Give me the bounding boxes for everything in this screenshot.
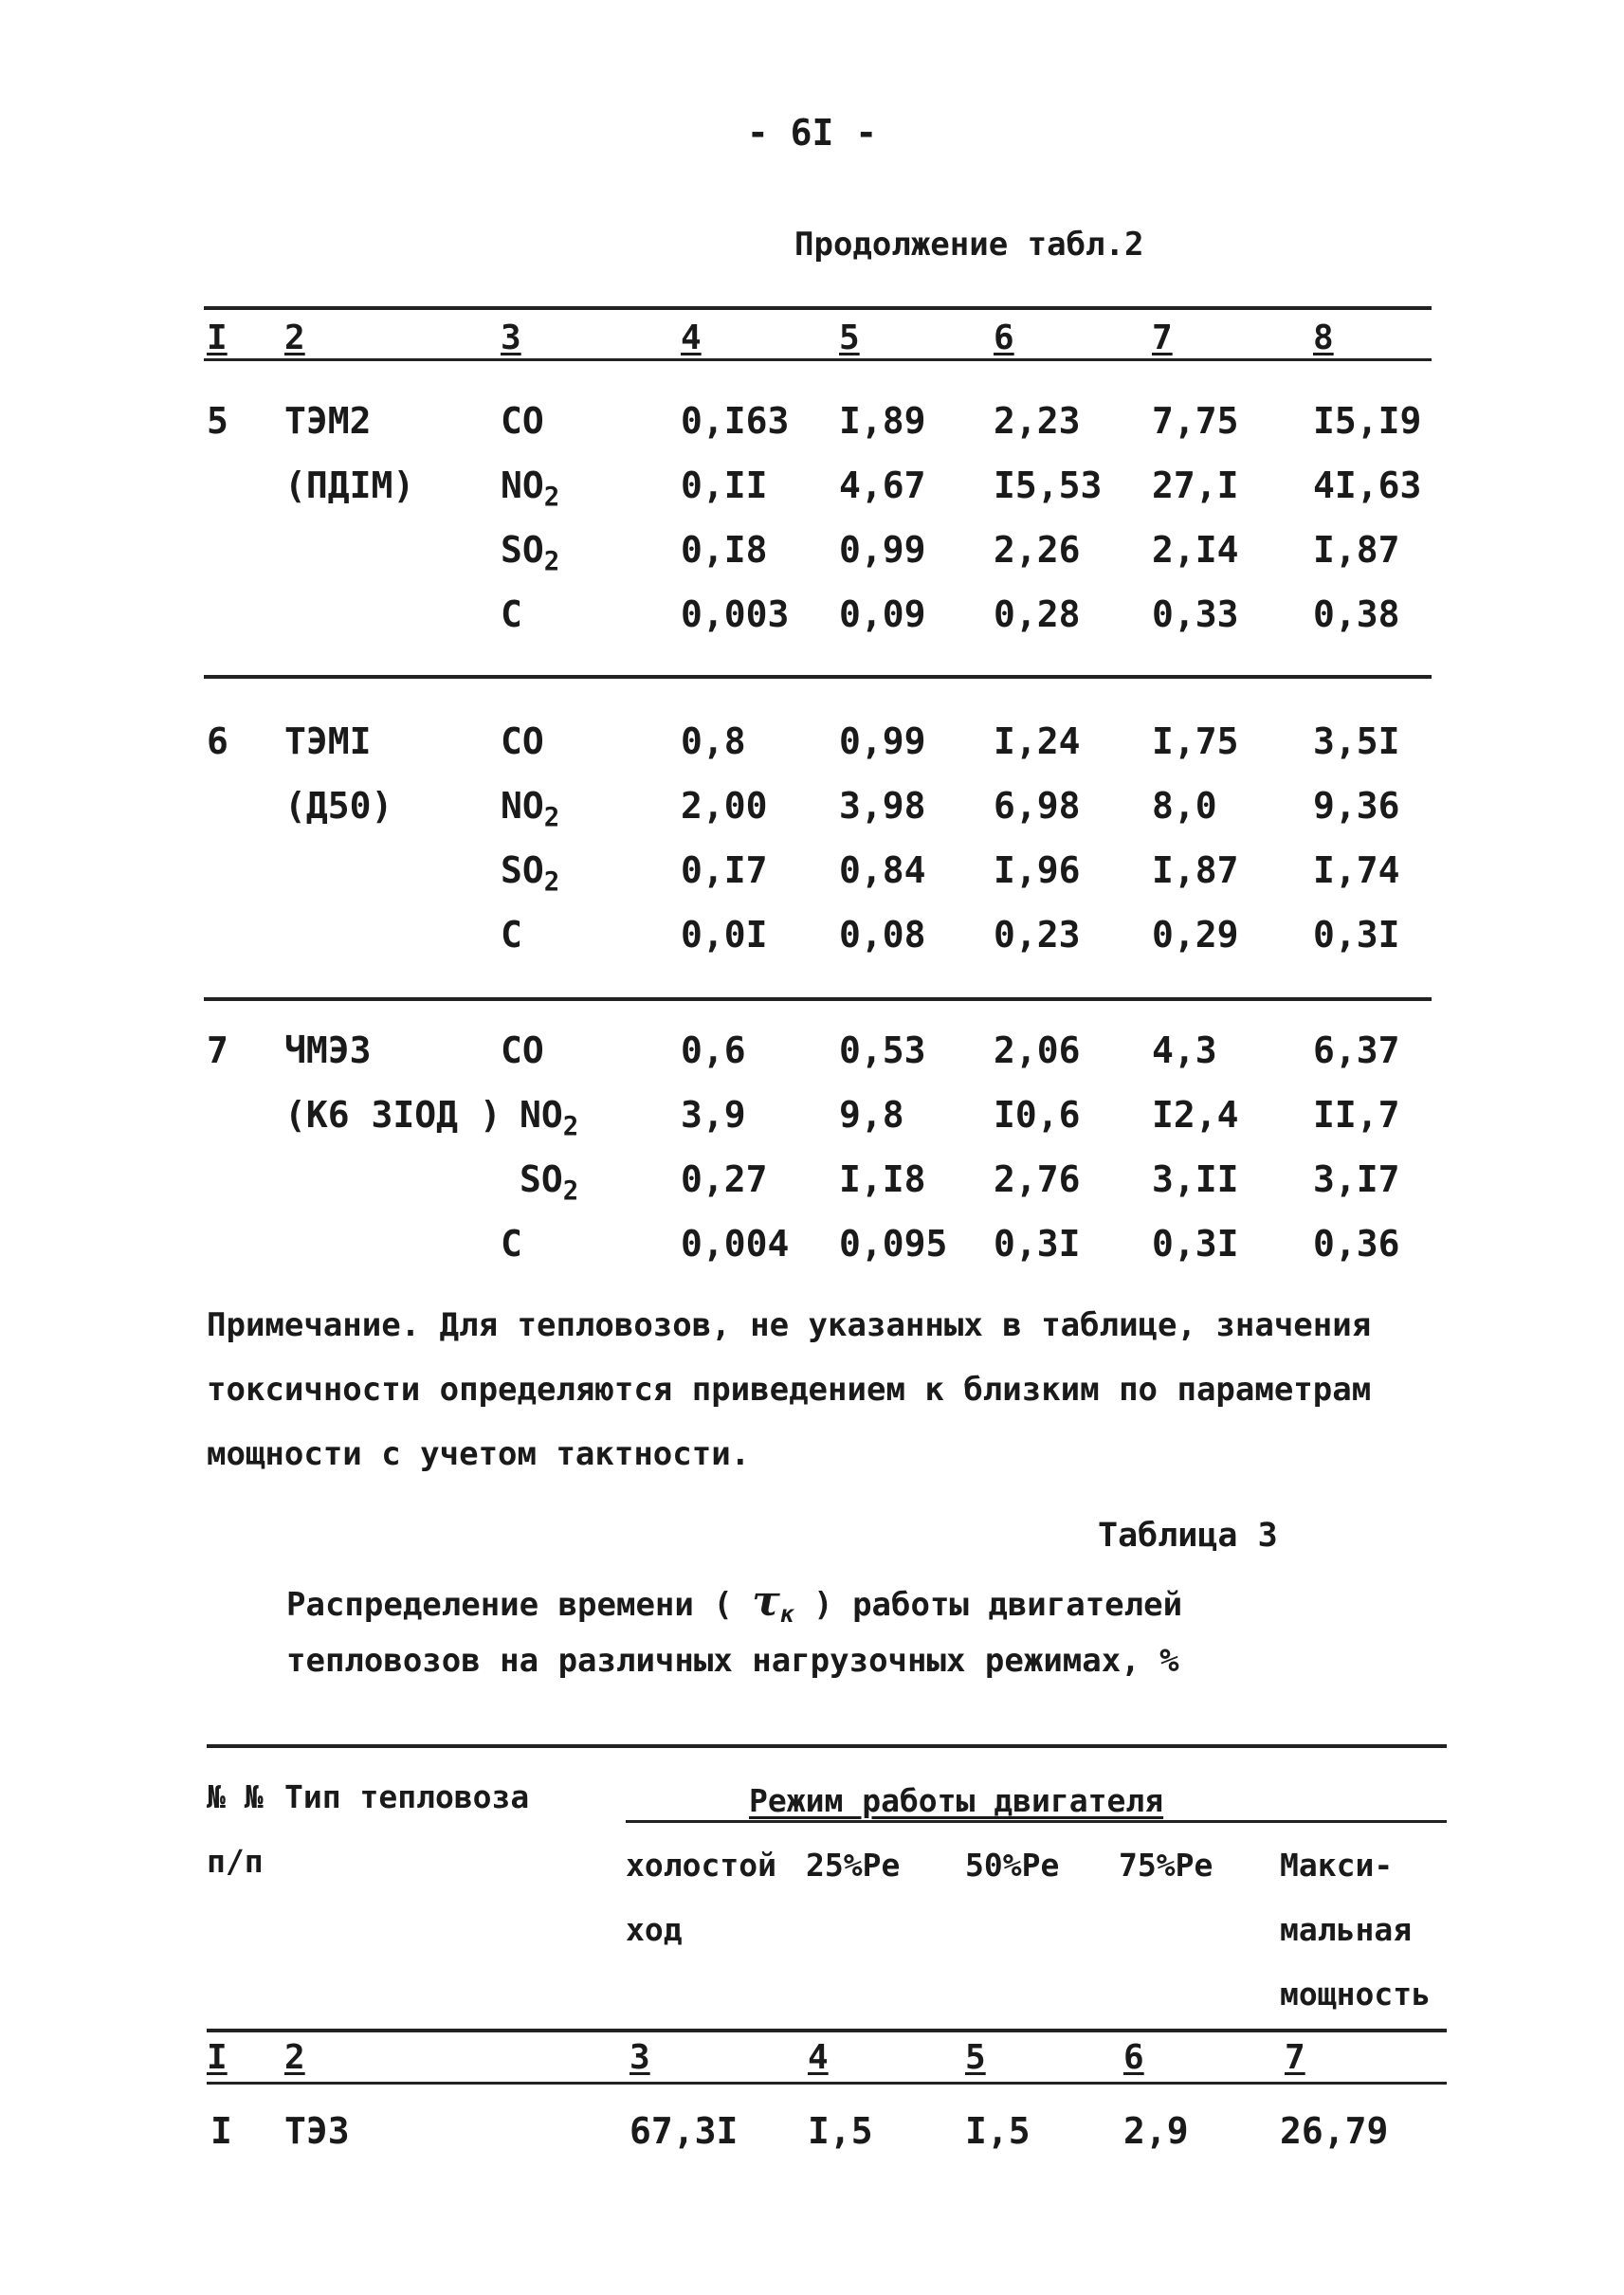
note-line: Примечание. Для тепловозов, не указанных в таблице, значения	[207, 1306, 1372, 1344]
group-number: 6	[207, 720, 228, 762]
table3-col-num: 6	[1123, 2038, 1144, 2077]
value-cell: 2,06	[994, 1029, 1081, 1071]
table3-col-num: 3	[630, 2038, 650, 2077]
value-cell: I,89	[839, 400, 926, 442]
value-cell: 0,095	[839, 1223, 948, 1265]
value-cell: 6,37	[1313, 1029, 1400, 1071]
value-cell: I,24	[994, 720, 1081, 762]
table3-col-num: 2	[284, 2038, 305, 2077]
table-continuation-label: Продолжение табл.2	[794, 226, 1144, 264]
page-number: - 6I -	[746, 112, 878, 154]
value-cell: 8,0	[1152, 785, 1217, 827]
locomotive-name: ЧМЭЗ	[284, 1029, 372, 1071]
value-cell: 3,I7	[1313, 1158, 1400, 1200]
gas-label: C	[501, 593, 522, 635]
value-cell: 4I,63	[1313, 464, 1422, 506]
group-number: 5	[207, 400, 228, 442]
max-power-label: мощность	[1280, 1976, 1431, 2013]
table3-header-rule	[207, 2029, 1447, 2032]
value-cell: 0,6	[681, 1029, 746, 1071]
table2-col-num: 5	[839, 319, 860, 357]
value-cell: 0,3I	[994, 1223, 1081, 1265]
value-cell: 0,28	[994, 593, 1081, 635]
table2-col-num: 8	[1313, 319, 1334, 357]
gas-label: C	[501, 914, 522, 956]
value-cell: 0,99	[839, 720, 926, 762]
table2-top-rule	[204, 306, 1432, 310]
table3-col-num: I	[207, 2038, 228, 2077]
value-cell: 3,5I	[1313, 720, 1400, 762]
max-power-label: Макси-	[1280, 1847, 1394, 1884]
value-cell: 0,0I	[681, 914, 768, 956]
value-cell: 0,99	[839, 529, 926, 571]
mode-group-label: Режим работы двигателя	[749, 1782, 1164, 1819]
value-cell: I,87	[1313, 529, 1400, 571]
value-cell: 4,3	[1152, 1029, 1217, 1071]
row-number-label: № №	[207, 1778, 264, 1815]
engine-name: (ПДIМ)	[284, 464, 415, 506]
table3-col-num: 5	[965, 2038, 986, 2077]
engine-name: (К6 3IОД )	[284, 1094, 502, 1136]
locomotive-name: ТЭМI	[284, 720, 372, 762]
gas-label: CO	[501, 720, 544, 762]
table2-col-num: 2	[284, 319, 305, 357]
value-cell: I,87	[1152, 849, 1239, 891]
table3-caption-line: тепловозов на различных нагрузочных режимах, %	[286, 1642, 1179, 1680]
value-cell: 0,38	[1313, 593, 1400, 635]
value-cell: 0,84	[839, 849, 926, 891]
value-cell: 4,67	[839, 464, 926, 506]
locomotive-type-label: Тип тепловоза	[284, 1778, 530, 1815]
table2-col-num: 6	[994, 319, 1014, 357]
gas-label: $SO_2$	[501, 529, 560, 576]
value-cell: I,I8	[839, 1158, 926, 1200]
note-line: мощности с учетом тактности.	[207, 1435, 751, 1473]
value-cell: 2,I4	[1152, 529, 1239, 571]
engine-name: (Д50)	[284, 785, 393, 827]
gas-label: $SO_2$	[520, 1158, 579, 1206]
value-cell: 0,08	[839, 914, 926, 956]
value-cell: 0,53	[839, 1029, 926, 1071]
idle-label: холостой	[626, 1847, 776, 1884]
table2-group-rule	[204, 997, 1432, 1001]
value-cell: I,75	[1152, 720, 1239, 762]
value-cell: I5,I9	[1313, 400, 1422, 442]
value-cell: 26,79	[1280, 2110, 1389, 2152]
value-cell: I,5	[808, 2110, 873, 2152]
value-cell: 3,9	[681, 1094, 746, 1136]
locomotive-name: ТЭЗ	[284, 2110, 350, 2152]
value-cell: II,7	[1313, 1094, 1400, 1136]
value-cell: 0,3I	[1152, 1223, 1239, 1265]
value-cell: 27,I	[1152, 464, 1239, 506]
table3-top-rule	[207, 1744, 1447, 1748]
load-50-label: 50%Ре	[965, 1847, 1060, 1884]
locomotive-name: ТЭМ2	[284, 400, 372, 442]
table2-col-num: I	[207, 319, 228, 357]
gas-label: CO	[501, 400, 544, 442]
value-cell: 2,26	[994, 529, 1081, 571]
value-cell: 9,36	[1313, 785, 1400, 827]
value-cell: 0,33	[1152, 593, 1239, 635]
value-cell: 2,00	[681, 785, 768, 827]
value-cell: 0,27	[681, 1158, 768, 1200]
value-cell: 0,23	[994, 914, 1081, 956]
value-cell: I0,6	[994, 1094, 1081, 1136]
value-cell: I,96	[994, 849, 1081, 891]
table2-col-num: 3	[501, 319, 521, 357]
value-cell: 7,75	[1152, 400, 1239, 442]
value-cell: 0,I7	[681, 849, 768, 891]
table3-colnum-rule	[207, 2082, 1447, 2085]
value-cell: 6,98	[994, 785, 1081, 827]
load-25-label: 25%Ре	[806, 1847, 901, 1884]
value-cell: 0,8	[681, 720, 746, 762]
value-cell: 0,3I	[1313, 914, 1400, 956]
gas-label: $SO_2$	[501, 849, 560, 897]
note-line: токсичности определяются приведением к близким по параметрам	[207, 1371, 1372, 1409]
value-cell: 0,09	[839, 593, 926, 635]
table3-col-num: 7	[1285, 2038, 1305, 2077]
table3-col-num: 4	[808, 2038, 829, 2077]
value-cell: 0,36	[1313, 1223, 1400, 1265]
value-cell: 0,II	[681, 464, 768, 506]
value-cell: 0,29	[1152, 914, 1239, 956]
gas-label: $NO_2$	[520, 1094, 579, 1141]
value-cell: 67,3I	[630, 2110, 739, 2152]
mode-group-rule	[626, 1820, 1447, 1823]
gas-label: $NO_2$	[501, 464, 560, 512]
value-cell: 2,76	[994, 1158, 1081, 1200]
max-power-label: мальная	[1280, 1911, 1413, 1948]
value-cell: I,74	[1313, 849, 1400, 891]
value-cell: 9,8	[839, 1094, 904, 1136]
table3-caption-line: Распределение времени ( $\tau_к$ ) работы двигателей	[286, 1577, 1183, 1628]
table2-header-rule	[204, 358, 1432, 361]
gas-label: C	[501, 1223, 522, 1265]
value-cell: I5,53	[994, 464, 1103, 506]
group-number: 7	[207, 1029, 228, 1071]
value-cell: 3,II	[1152, 1158, 1239, 1200]
value-cell: 0,003	[681, 593, 790, 635]
table2-col-num: 7	[1152, 319, 1173, 357]
table3-title: Таблица 3	[1098, 1517, 1278, 1555]
value-cell: 0,I8	[681, 529, 768, 571]
row-number: I	[210, 2110, 232, 2152]
gas-label: CO	[501, 1029, 544, 1071]
value-cell: 0,004	[681, 1223, 790, 1265]
value-cell: I,5	[965, 2110, 1031, 2152]
value-cell: 2,9	[1123, 2110, 1189, 2152]
table2-group-rule	[204, 675, 1432, 679]
value-cell: 0,I63	[681, 400, 790, 442]
table2-col-num: 4	[681, 319, 702, 357]
value-cell: I2,4	[1152, 1094, 1239, 1136]
value-cell: 2,23	[994, 400, 1081, 442]
row-number-label: п/п	[207, 1843, 264, 1880]
idle-label: ход	[626, 1911, 683, 1948]
gas-label: $NO_2$	[501, 785, 560, 832]
load-75-label: 75%Ре	[1119, 1847, 1213, 1884]
value-cell: 3,98	[839, 785, 926, 827]
